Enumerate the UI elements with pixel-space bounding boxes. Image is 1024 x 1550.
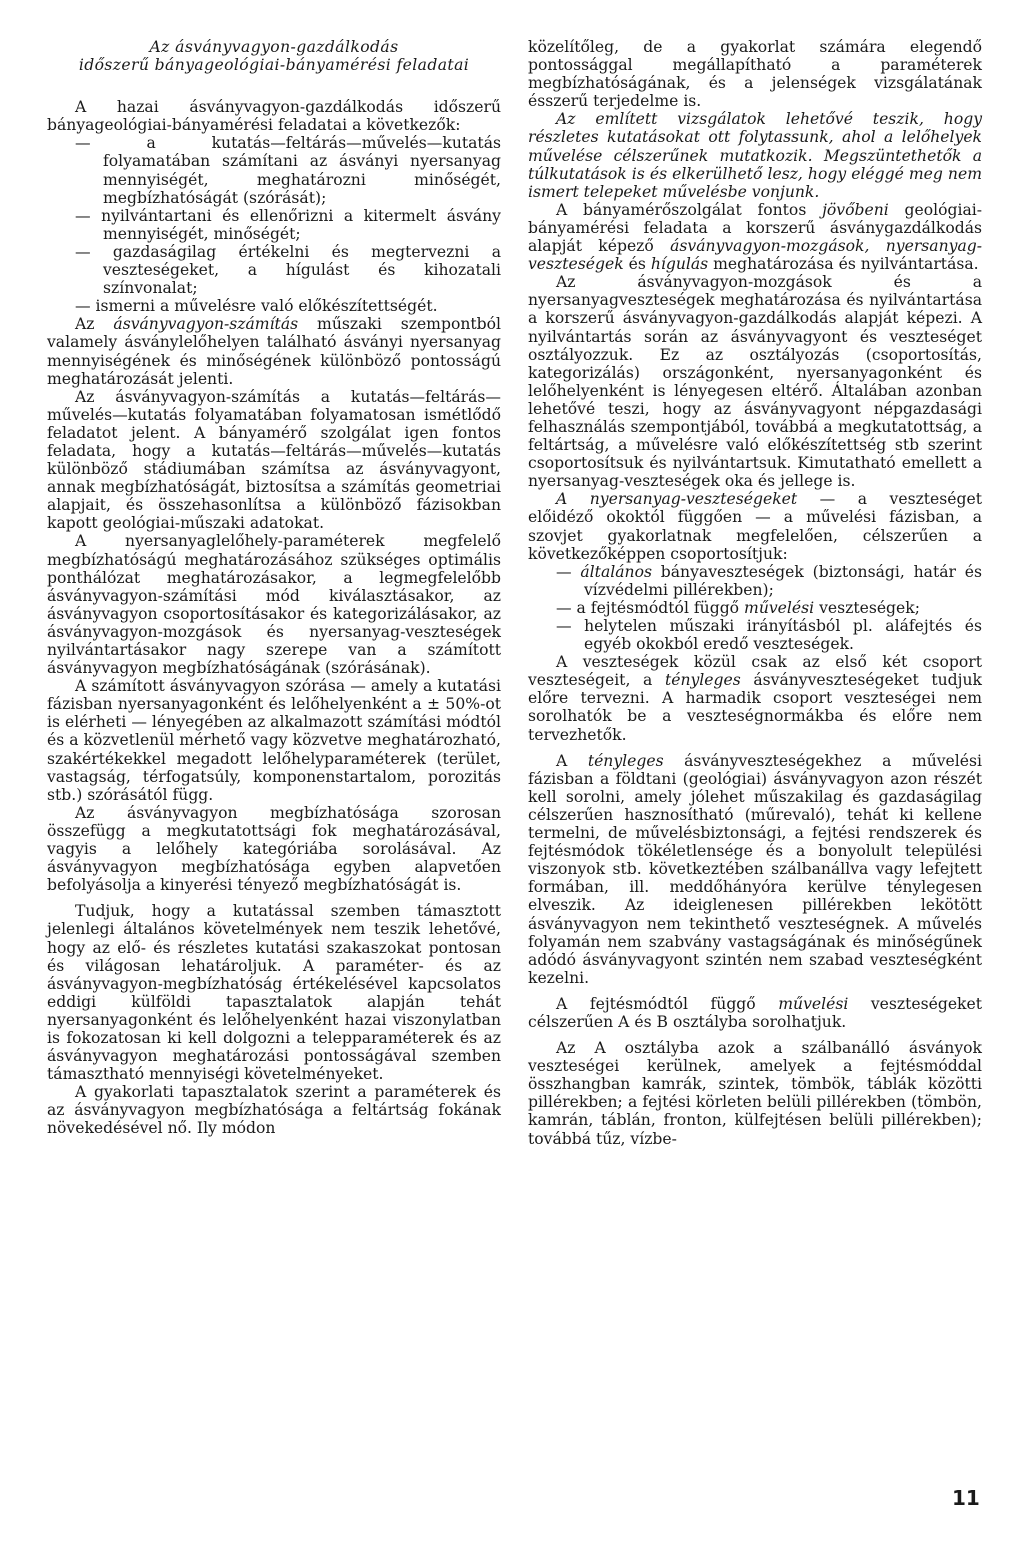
emphasis: tényleges <box>664 671 741 690</box>
bullet-item: — a kutatás—feltárás—művelés—kutatás folyamatában számítani az ásványi nyersanyag mennyiségét, meghatározni minőségét, megbízhatóságát (szórását); <box>75 134 501 207</box>
paragraph <box>528 490 982 562</box>
bullet-item: — gazdaságilag értékelni és megtervezni a veszteségeket, a hígulást és kihozatali színvonalat; <box>75 242 501 298</box>
emphasis: hígulás <box>650 255 709 274</box>
article-title <box>47 38 501 74</box>
text-run: veszteségek; <box>814 598 920 617</box>
text-run: bányaveszteségek (biztonsági, határ és vízvédelmi pillérekben); <box>584 562 982 599</box>
paragraph-italic <box>528 110 982 200</box>
emphasis: általános <box>580 562 652 581</box>
text-run: és <box>623 255 651 274</box>
title-line-2: időszerű bányageológiai-bányamérési feladatai <box>78 56 470 75</box>
paragraph <box>528 752 982 987</box>
emphasis: művelési <box>744 598 815 617</box>
paragraph: A nyersanyaglelőhely-paraméterek megfelelő megbízhatóságú meghatározásához szükséges optimális ponthálózat meghatározásakor, a legmegfelelőbb ásványvagyon-számítási mód kiválasztásakor, az ásványvagyon csoportosításakor és kategorizálásakor, az ásványvagyon-mozgások és nyersanyag-veszteségek nyilvántartásakor nagy szerepe van a számított ásványvagyon megbízhatóságának (szórásának). <box>47 532 501 678</box>
emphasis: tényleges <box>587 751 664 770</box>
paragraph <box>528 201 982 273</box>
text-run: — a veszteséget előidéző okoktól függően — a művelési fázisban, a szovjet gyakorlatnak megfelelően, célszerűen a következőképpen csoportosítjuk: <box>528 490 982 563</box>
text-run: veszteségeket célszerűen A és B osztályba sorolhatjuk. <box>528 994 983 1031</box>
paragraph: A gyakorlati tapasztalatok szerint a paraméterek és az ásványvagyon megbízhatósága a feltártság fokának növekedésével nő. Ily módon <box>47 1083 501 1138</box>
emphasis: ásványvagyon-számítás <box>113 315 299 334</box>
bullet-item: — nyilvántartani és ellenőrizni a kitermelt ásvány mennyiségét, minőségét; <box>75 206 501 243</box>
emphasis: művelési <box>778 994 849 1013</box>
text-run: ásványveszteségekhez a művelési fázisban a földtani (geológiai) ásványvagyon azon részét kell sorolni, amely jólehet műszakilag és gazdaságilag célszerűen hasznosítható (műrevaló), tehát ki kellene termelni, de művelésbiztonsági, a fejtési rendszerek és fejtésmódok tökéletlensége és a bonyolult települési viszonyok stb. következtében szálbanállva vagy lefejtett formában, ill. meddőhányóra kerülve ténylegesen elveszik. Az ideiglenesen pillérekben lekötött ásványvagyon nem tekinthető veszteségnek. A művelés folyamán nem szabvány vastagságának és minőségűnek adódó ásványvagyont szintén nem szabad veszteségként kezelni. <box>528 751 982 987</box>
text-run: — a fejtésmódtól függő <box>556 598 745 617</box>
text-run: A bányamérőszolgálat fontos <box>556 200 823 219</box>
bullet-item <box>528 563 982 599</box>
paragraph-definition <box>47 315 501 387</box>
text-run: Az <box>75 315 114 334</box>
title-line-1: Az ásványvagyon-gazdálkodás <box>149 38 399 56</box>
emphasis: jövőbeni <box>822 200 889 219</box>
paragraph: A számított ásványvagyon szórása — amely a kutatási fázisban nyersanyagonként és lelőhelyenként a ± 50%-ot is elérheti — lényegében az alkalmazott számítási módtól és a közvetlenül mérhető vagy közvetve meghatározható, szakértékekkel megadott lelőhelyparaméterek (terület, vastagság, térfogatsúly, komponenstartalom, porozitás stb.) szórásától függ. <box>47 677 501 804</box>
text-run: ásványveszteségeket tudjuk előre tervezni. A harmadik csoport veszteségei nem sorolhatók be a veszteségnormákba és előre nem tervezhetők. <box>528 671 982 744</box>
text-run: A fejtésmódtól függő <box>556 994 779 1013</box>
bullet-item: — helytelen műszaki irányításból pl. aláfejtés és egyéb okokból eredő veszteségek. <box>556 617 982 654</box>
paragraph: Az ásványvagyon megbízhatósága szorosan összefügg a megkutatottsági fok meghatározásával, vagyis a lelőhely kategóriába sorolásával. Az ásványvagyon megbízhatósága egyben alapvetően befolyásolja a kinyerési tényező megbízhatóságát is. <box>47 803 501 895</box>
left-column <box>47 38 501 1138</box>
text-run: A veszteségek közül csak az első két csoport veszteségeit, a <box>528 653 982 690</box>
text-run: meghatározása és nyilvántartása. <box>708 255 979 274</box>
paragraph: Az A osztályba azok a szálbanálló ásványok veszteségei kerülnek, amelyek a fejtésmóddal összhangban kamrák, szintek, tömbök, táblák közötti pillérekben; a fejtési körleten belüli pillérekben (tömbön, kamrán, táblán, fronton, külfejtésen belüli pillérekben); továbbá tűz, vízbe- <box>528 1039 982 1148</box>
paragraph: Az ásványvagyon-mozgások és a nyersanyagveszteségek meghatározása és nyilvántartása a korszerű ásványvagyon-gazdálkodás alapját képezi. A nyilvántartás során az ásványvagyont és veszteséget osztályozzuk. Ez az osztályozás (csoportosítás, kategorizálás) országonként, nyersanyagonként és lelőhelyenként is lényegesen eltérő. Általában azonban lehetővé teszi, hogy az ásványvagyont népgazdasági felhasználás szempontjából, továbbá a megkutatottság, a feltártság, a művelésre való előkészítettség stb szerint csoportosítsuk és nyilvántartsuk. Kimutatható emellett a nyersanyag-veszteségek oka és jellege is. <box>528 273 982 491</box>
paragraph <box>528 653 982 743</box>
emphasis: Az említett vizsgálatok lehetővé teszik, hogy részletes kutatásokat ott folytassunk, ahol a lelőhelyek művelése célszerűnek mutatkozik. Megszüntethetők a túlkutatások is és elkerülhető lesz, hogy eléggé meg nem ismert telepeket művelésbe vonjunk. <box>528 110 982 201</box>
text-run: műszaki szempontból valamely ásványlelőhelyen található ásványi nyersanyag mennyiségének és minőségének különböző pontosságú meghatározását jelenti. <box>47 315 502 388</box>
text-run: A <box>556 751 588 770</box>
emphasis: A nyersanyag-veszteségeket <box>556 490 798 509</box>
bullet-item <box>528 599 982 617</box>
bullet-item: — ismerni a művelésre való előkészítettségét. <box>75 297 438 316</box>
text-run: — <box>556 562 581 581</box>
paragraph-continued: közelítőleg, de a gyakorlat számára elegendő pontossággal megállapítható a paraméterek megbízhatóságának, és a jelenségek vizsgálatának ésszerű terjedelme is. <box>528 38 982 111</box>
page-number: 11 <box>952 1486 980 1510</box>
emphasis: ásványvagyon-mozgások, nyersanyag-veszteségek <box>528 237 982 274</box>
paragraph <box>528 995 982 1031</box>
right-column <box>528 38 982 1148</box>
paragraph: Az ásványvagyon-számítás a kutatás—feltárás—művelés—kutatás folyamatában folyamatosan ismétlődő feladatot jelent. A bányamérő szolgálat igen fontos feladata, hogy a kutatás—feltárás—művelés—kutatás különböző stádiumában számítsa az ásványvagyont, annak megbízhatóságát, biztosítsa a számítás geometriai alapjait, és összehasonlítsa a különböző fázisokban kapott geológiai-műszaki adatokat. <box>47 387 501 533</box>
text-run: geológiai-bányamérési feladata a korszerű ásványgazdálkodás alapját képező <box>528 200 982 256</box>
paragraph: Tudjuk, hogy a kutatással szemben támasztott jelenlegi általános követelmények nem teszik lehetővé, hogy az elő- és részletes kutatási szakaszokat pontosan és világosan lehatároljuk. A paraméter- és az ásványvagyon-megbízhatóság értékelésével kapcsolatos eddigi külföldi tapasztalatok alapján tehát nyersanyagonként és lelőhelyenként hazai viszonylatban is fokozatosan ki kell dolgozni a telepparaméterek és az ásványvagyon meghatározási pontosságával szemben támasztható mennyiségi követelményeket. <box>47 902 501 1084</box>
paragraph-intro: A hazai ásványvagyon-gazdálkodás időszerű bányageológiai-bányamérési feladatai a következők: <box>47 98 501 135</box>
